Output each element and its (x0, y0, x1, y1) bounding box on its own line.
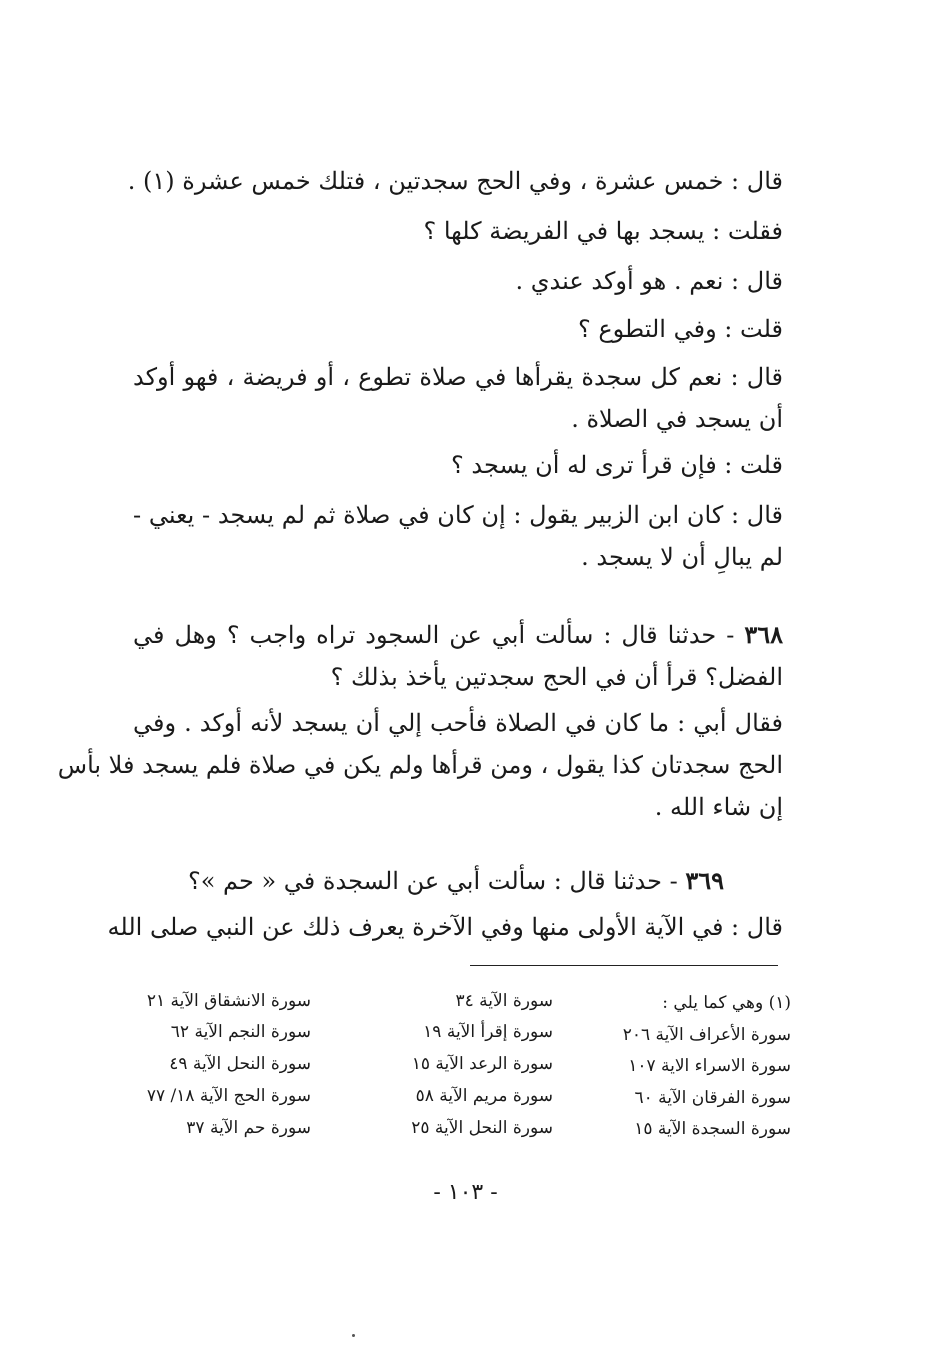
text-line: أن يسجد في الصلاة . (571, 405, 783, 433)
text-line: الحج سجدتان كذا يقول ، ومن قرأها ولم يكن في صلاة فلم يسجد فلا بأس (57, 751, 783, 779)
page-number: - ١٠٣ - (433, 1180, 498, 1205)
scan-speck (352, 1334, 355, 1337)
footnote-item: سورة حم الآية ٣٧ (186, 1118, 311, 1138)
text-line: قلت : وفي التطوع ؟ (577, 315, 783, 343)
footnote-item: سورة الآية ٣٤ (455, 991, 553, 1011)
footnote-item: سورة الفرقان الآية ٦٠ (634, 1088, 791, 1108)
text-line: قلت : فإن قرأ ترى له أن يسجد ؟ (451, 451, 783, 479)
text-line: قال : نعم . هو أوكد عندي . (515, 267, 783, 295)
footnote-item: سورة النحل الآية ٤٩ (169, 1054, 311, 1074)
footnote-item: سورة السجدة الآية ١٥ (634, 1119, 791, 1139)
footnote-item: سورة النجم الآية ٦٢ (170, 1022, 311, 1042)
hadith-369-heading (188, 866, 724, 896)
text-line: قال : نعم كل سجدة يقرأها في صلاة تطوع ، أو فريضة ، فهو أوكد (133, 363, 783, 391)
footnote-item: سورة النحل الآية ٢٥ (411, 1118, 553, 1138)
text-line: فقلت : يسجد بها في الفريضة كلها ؟ (423, 217, 783, 245)
hadith-368-heading (133, 620, 783, 650)
footnote-item: سورة الأعراف الآية ٢٠٦ (622, 1025, 791, 1045)
footnote-divider (470, 965, 778, 966)
footnote-item: سورة الاسراء الاية ١٠٧ (628, 1056, 791, 1076)
footnote-item: سورة الانشقاق الآية ٢١ (146, 991, 311, 1011)
footnote-item: (١) وهي كما يلي : (662, 993, 791, 1013)
footnote-item: سورة الحج الآية ١٨/ ٧٧ (146, 1086, 311, 1106)
hadith-number: ٣٦٩ (685, 866, 724, 895)
text-line: قال : في الآية الأولى منها وفي الآخرة يعرف ذلك عن النبي صلى الله (107, 913, 783, 941)
text-line: فقال أبي : ما كان في الصلاة فأحب إلي أن يسجد لأنه أوكد . وفي (133, 709, 783, 737)
footnote-item: سورة مريم الآية ٥٨ (415, 1086, 553, 1106)
text-line: الفضل؟ قرأ أن في الحج سجدتين يأخذ بذلك ؟ (330, 663, 783, 691)
text-line: لم يبالِ أن لا يسجد . (581, 543, 783, 571)
hadith-number: ٣٦٨ (744, 620, 783, 649)
hadith-text: - حدثنا قال : سألت أبي عن السجود تراه واجب ؟ وهل في (133, 621, 735, 649)
text-line: قال : كان ابن الزبير يقول : إن كان في صلاة ثم لم يسجد - يعني - (133, 501, 783, 529)
text-line: قال : خمس عشرة ، وفي الحج سجدتين ، فتلك خمس عشرة (١) . (127, 167, 783, 195)
footnote-item: سورة إقرأ الآية ١٩ (423, 1022, 553, 1042)
hadith-text: - حدثنا قال : سألت أبي عن السجدة في « حم »؟ (187, 867, 678, 895)
footnote-item: سورة الرعد الآية ١٥ (411, 1054, 553, 1074)
text-line: إن شاء الله . (654, 793, 783, 821)
